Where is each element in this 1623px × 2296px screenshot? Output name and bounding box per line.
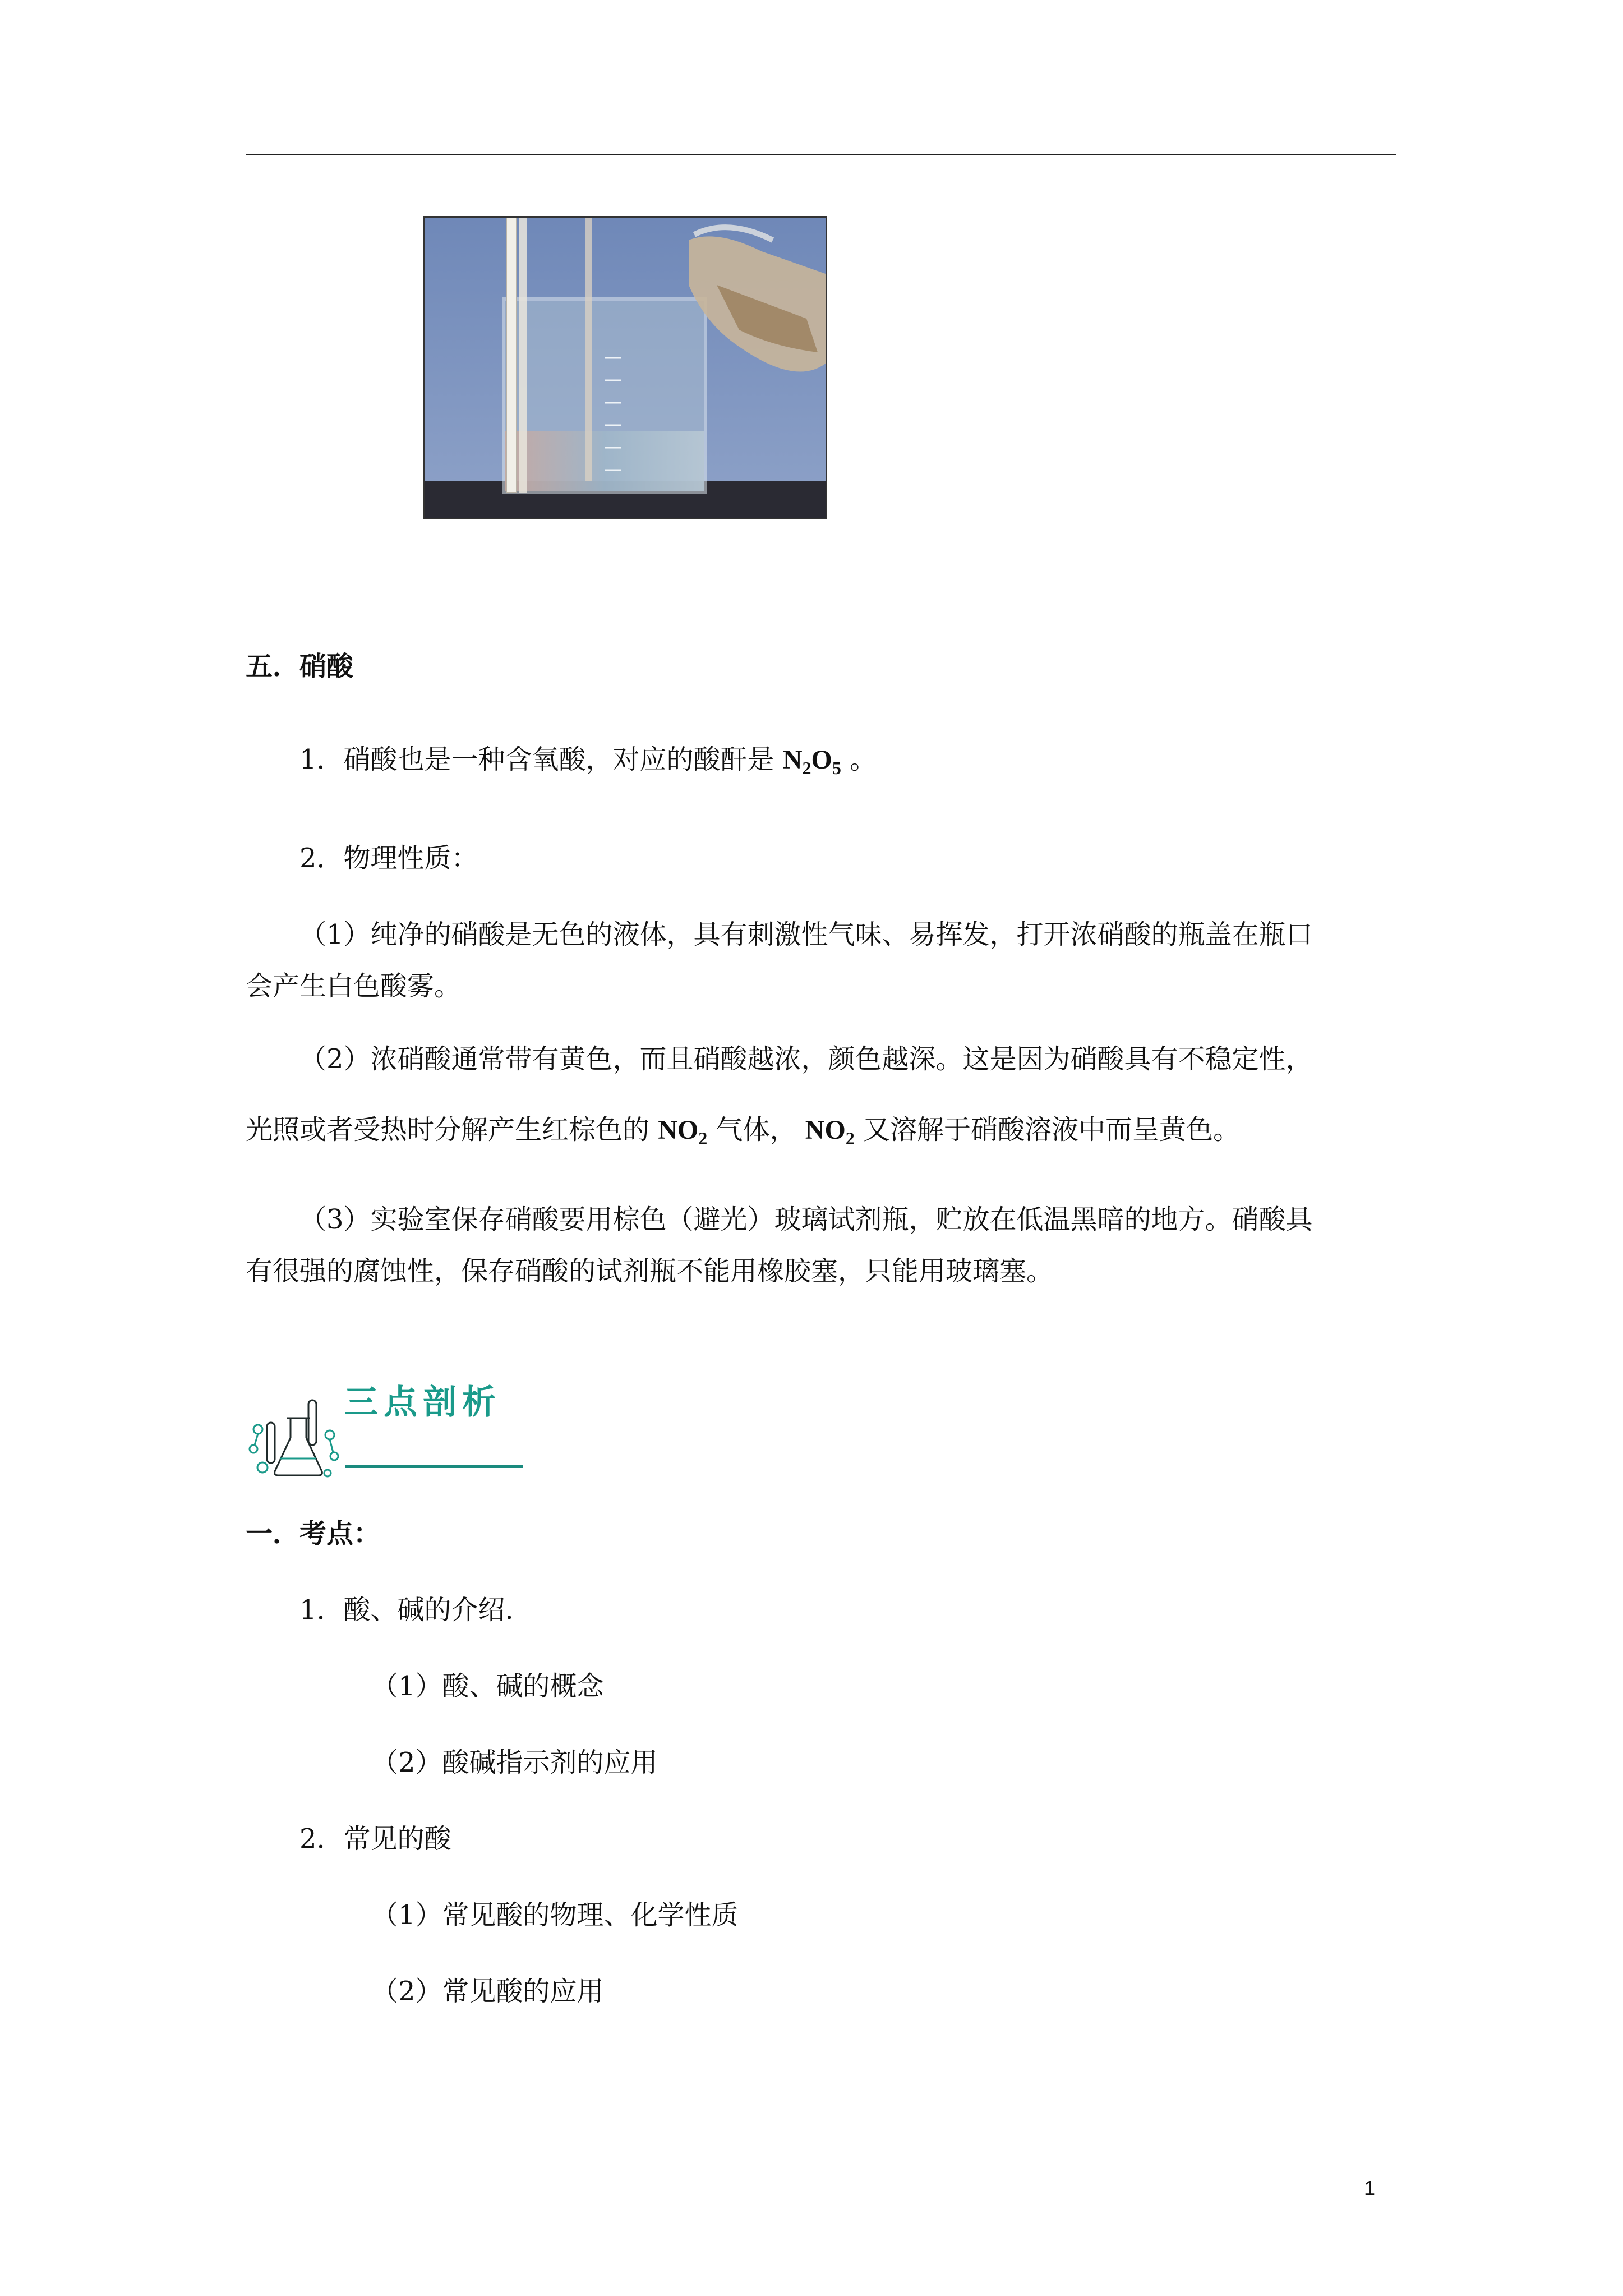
paragraph-1-line-1: （1）纯净的硝酸是无色的液体，具有刺激性气味、易挥发，打开浓硝酸的瓶盖在瓶口 bbox=[299, 919, 1313, 950]
banner-underline bbox=[345, 1465, 523, 1468]
header-rule bbox=[246, 154, 1396, 155]
paragraph-3 bbox=[246, 1194, 1384, 1297]
formula-no2: $NO_2$ bbox=[805, 1115, 855, 1148]
paragraph-2 bbox=[246, 1033, 1384, 1165]
kaodian-item-2b: （2）常见酸的应用 bbox=[371, 1976, 604, 2007]
beaker-photo bbox=[423, 216, 827, 519]
formula-no2: $NO_2$ bbox=[658, 1115, 708, 1148]
kaodian-heading: 一．考点： bbox=[246, 1518, 381, 1549]
banner-title: 三点剖析 bbox=[344, 1383, 501, 1422]
formula-n2o5: $N_2O_5$ bbox=[782, 745, 841, 778]
chemistry-flask-icon bbox=[246, 1396, 342, 1480]
paragraph-3-line-2: 有很强的腐蚀性，保存硝酸的试剂瓶不能用橡胶塞，只能用玻璃塞。 bbox=[246, 1255, 1054, 1287]
kaodian-item-1: 1．酸、碱的介绍. bbox=[299, 1594, 514, 1626]
item-1-text: 1．硝酸也是一种含氧酸，对应的酸酐是 bbox=[299, 744, 783, 775]
paragraph-2-line-2: 光照或者受热时分解产生红棕色的 $NO_2$ 气体， $NO_2$ 又溶解于硝酸溶液中而呈黄色。 bbox=[246, 1114, 1241, 1148]
item-2: 2．物理性质： bbox=[299, 843, 478, 874]
kaodian-item-2a: （1）常见酸的物理、化学性质 bbox=[371, 1899, 739, 1931]
kaodian-item-1a: （1）酸、碱的概念 bbox=[371, 1671, 604, 1702]
paragraph-2-line-1: （2）浓硝酸通常带有黄色，而且硝酸越浓，颜色越深。这是因为硝酸具有不稳定性， bbox=[299, 1043, 1313, 1075]
item-1: 1．硝酸也是一种含氧酸，对应的酸酐是 $N_2O_5$ 。 bbox=[299, 744, 877, 778]
section-heading: 五．硝酸 bbox=[246, 651, 354, 682]
kaodian-item-2: 2．常见的酸 bbox=[299, 1823, 451, 1855]
paragraph-1-line-2: 会产生白色酸雾。 bbox=[246, 970, 462, 1002]
page-number: 1 bbox=[1364, 2177, 1376, 2200]
kaodian-item-1b: （2）酸碱指示剂的应用 bbox=[371, 1747, 658, 1778]
paragraph-3-line-1: （3）实验室保存硝酸要用棕色（避光）玻璃试剂瓶，贮放在低温黑暗的地方。硝酸具 bbox=[299, 1204, 1313, 1235]
paragraph-1 bbox=[246, 909, 1384, 1012]
